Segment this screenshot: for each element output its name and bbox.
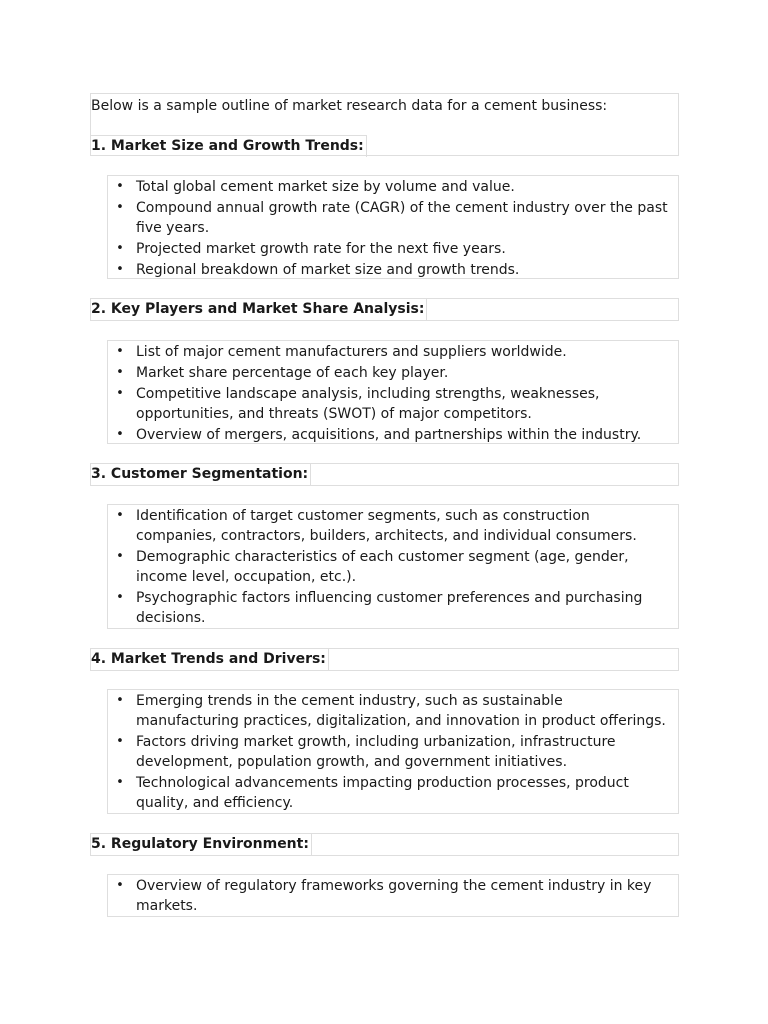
section-heading-row-2 <box>90 298 679 321</box>
bullet-icon: • <box>116 365 124 380</box>
bullet-icon: • <box>116 179 124 194</box>
list-item: • List of major cement manufacturers and suppliers worldwide. <box>116 344 567 360</box>
bullet-icon: • <box>116 386 124 401</box>
bullet-icon: • <box>116 508 124 523</box>
list-item: • Identification of target customer segments, such as construction companies, contractors, builders, architects, and individual consumers. <box>116 508 637 544</box>
bullet-icon: • <box>116 590 124 605</box>
intro-text: Below is a sample outline of market research data for a cement business: <box>91 98 608 114</box>
list-item: • Regional breakdown of market size and growth trends. <box>116 262 520 278</box>
section-heading-row-5 <box>90 833 679 856</box>
section-heading-row-3 <box>90 463 679 486</box>
list-item: • Overview of regulatory frameworks governing the cement industry in key markets. <box>116 878 652 914</box>
bullet-icon: • <box>116 775 124 790</box>
bullet-icon: • <box>116 344 124 359</box>
section-heading-4: 4. Market Trends and Drivers: <box>91 649 329 670</box>
bullet-icon: • <box>116 693 124 708</box>
bullet-list <box>108 690 678 813</box>
bullet-list <box>108 875 678 916</box>
section-heading-1: 1. Market Size and Growth Trends: <box>91 135 367 157</box>
section-list-1 <box>107 175 679 279</box>
section-heading-5: 5. Regulatory Environment: <box>91 834 312 855</box>
bullet-icon: • <box>116 262 124 277</box>
section-heading-row-4 <box>90 648 679 671</box>
section-list-2 <box>107 340 679 444</box>
bullet-icon: • <box>116 200 124 215</box>
list-item: • Psychographic factors influencing customer preferences and purchasing decisions. <box>116 590 643 626</box>
bullet-icon: • <box>116 241 124 256</box>
section-heading-2: 2. Key Players and Market Share Analysis: <box>91 299 427 320</box>
intro-block <box>90 93 679 156</box>
list-item: • Demographic characteristics of each customer segment (age, gender, income level, occupation, etc.). <box>116 549 629 585</box>
list-item: • Competitive landscape analysis, including strengths, weaknesses, opportunities, and threats (SWOT) of major competitors. <box>116 386 600 422</box>
list-item: • Technological advancements impacting production processes, product quality, and efficiency. <box>116 775 629 811</box>
section-list-4 <box>107 689 679 814</box>
list-item: • Emerging trends in the cement industry, such as sustainable manufacturing practices, digitalization, and innovation in product offerings. <box>116 693 666 729</box>
bullet-list <box>108 341 678 445</box>
section-list-5 <box>107 874 679 917</box>
list-item: • Projected market growth rate for the next five years. <box>116 241 506 257</box>
list-item: • Compound annual growth rate (CAGR) of the cement industry over the past five years. <box>116 200 668 236</box>
list-item: • Overview of mergers, acquisitions, and partnerships within the industry. <box>116 427 642 443</box>
bullet-icon: • <box>116 734 124 749</box>
bullet-list <box>108 505 678 628</box>
bullet-icon: • <box>116 878 124 893</box>
section-list-3 <box>107 504 679 629</box>
bullet-icon: • <box>116 427 124 442</box>
list-item: • Total global cement market size by volume and value. <box>116 179 515 195</box>
section-heading-3: 3. Customer Segmentation: <box>91 464 311 485</box>
bullet-icon: • <box>116 549 124 564</box>
list-item: • Market share percentage of each key player. <box>116 365 449 381</box>
bullet-list <box>108 176 678 280</box>
list-item: • Factors driving market growth, including urbanization, infrastructure development, population growth, and government initiatives. <box>116 734 616 770</box>
